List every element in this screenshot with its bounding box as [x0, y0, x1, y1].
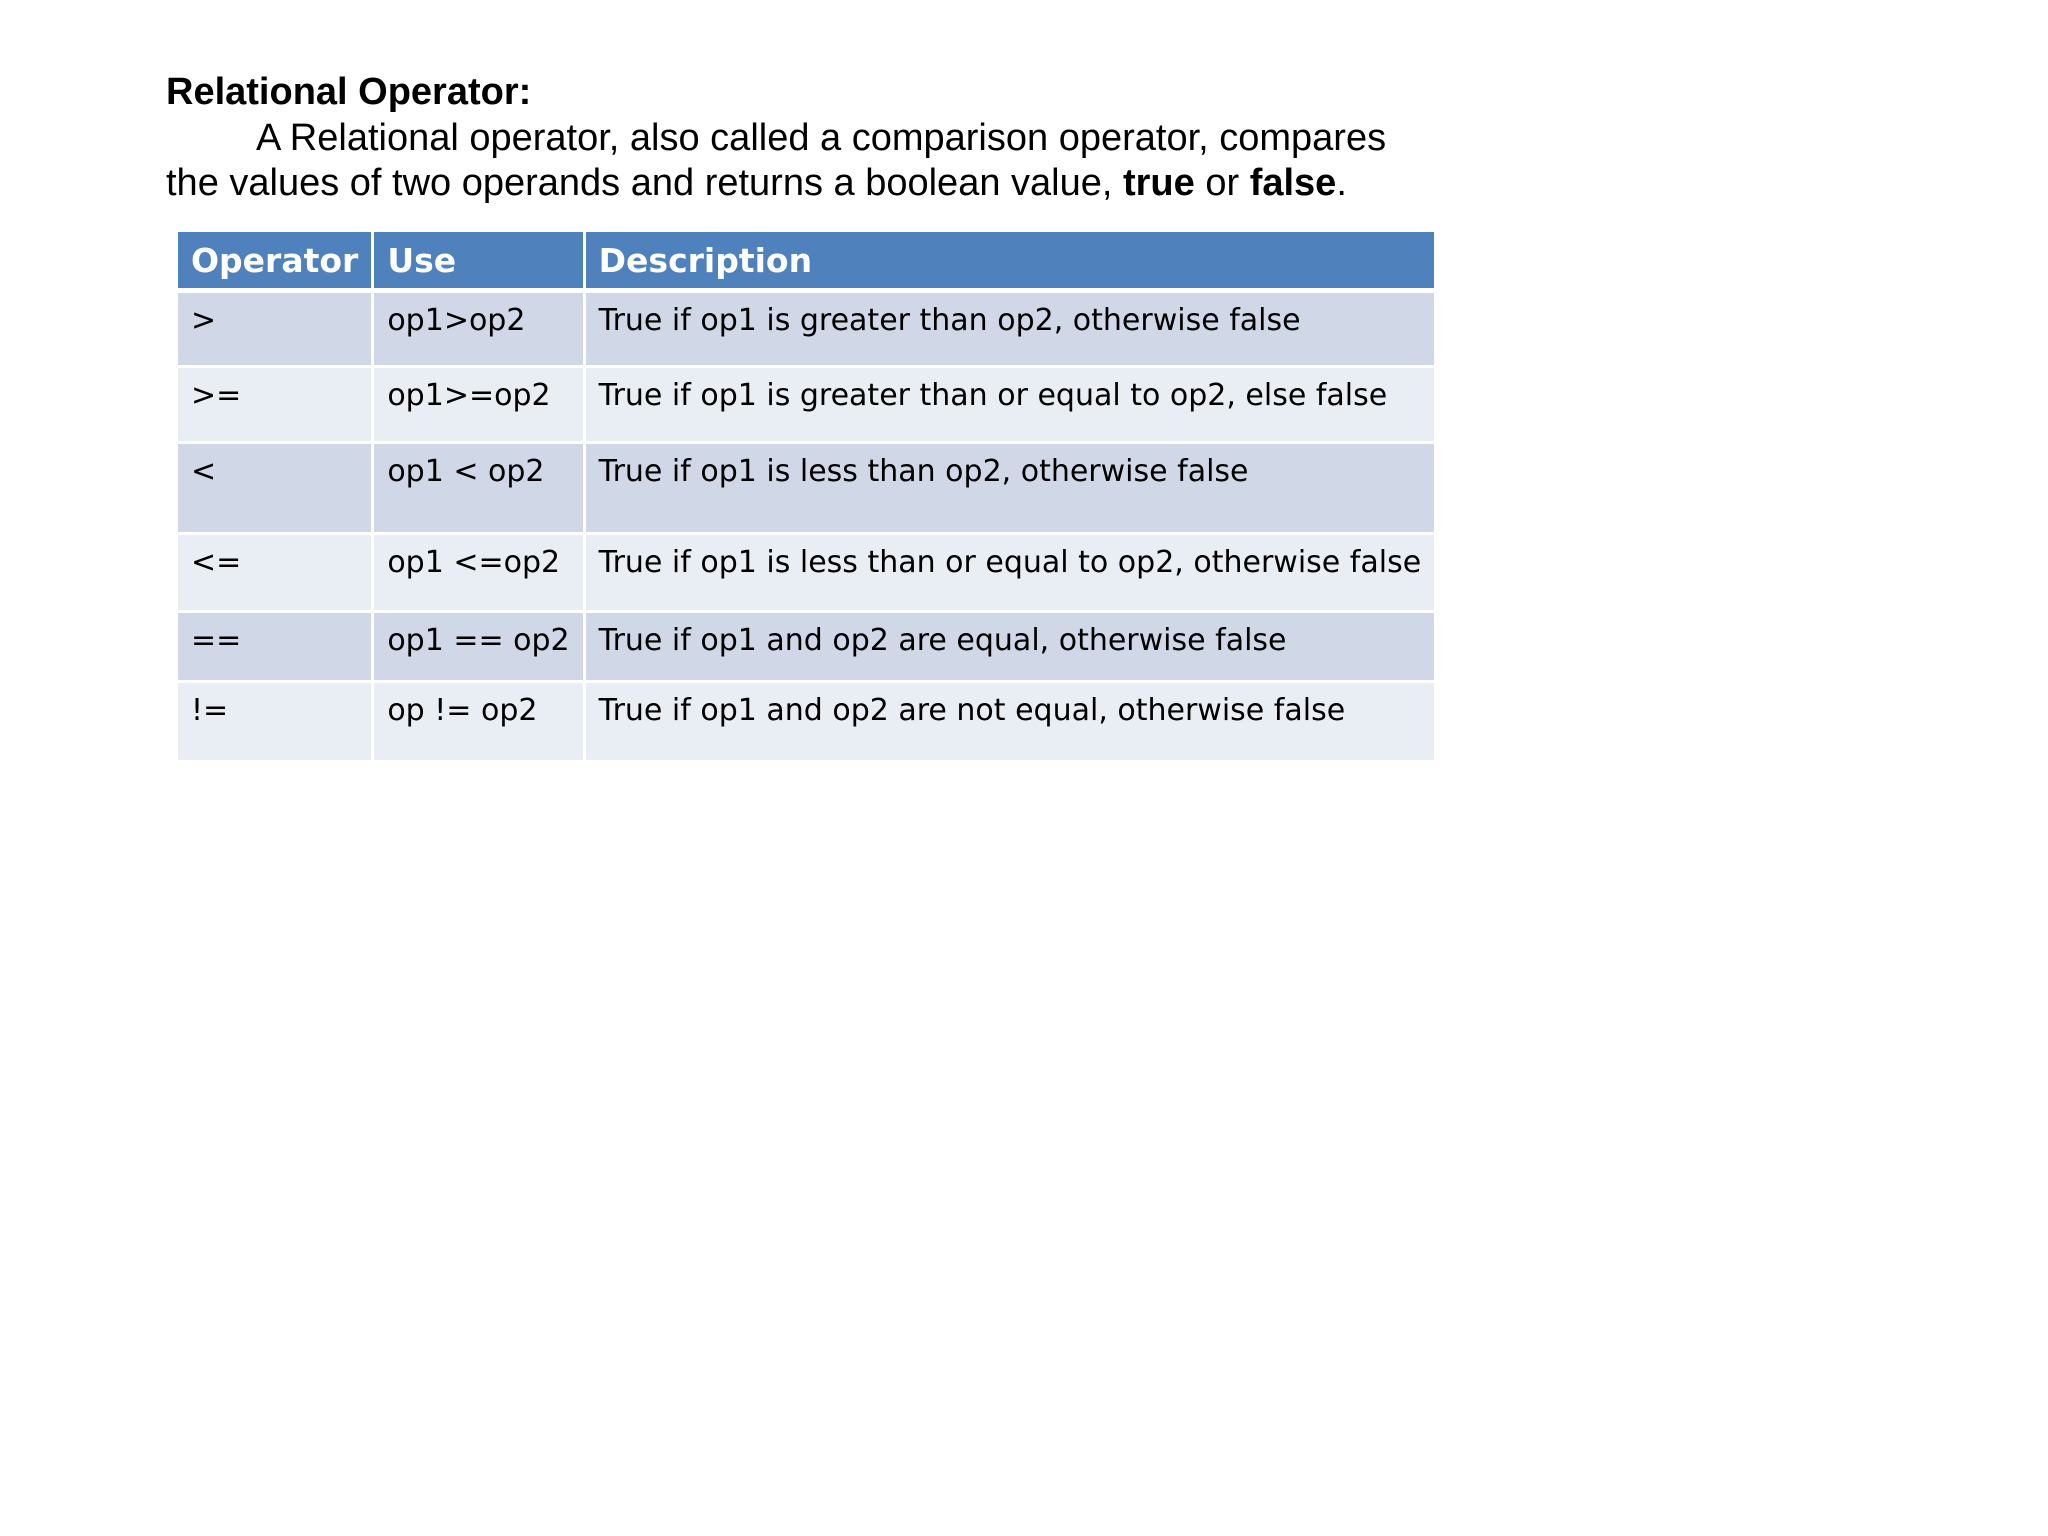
cell-operator: >=: [178, 368, 374, 444]
cell-use: op1>=op2: [374, 368, 585, 444]
cell-operator: ==: [178, 613, 374, 683]
header-description: Description: [586, 232, 1435, 293]
intro-bold-true: true: [1122, 162, 1195, 204]
cell-use: op1 == op2: [374, 613, 585, 683]
table-row: [178, 613, 1434, 683]
cell-use: op != op2: [374, 683, 585, 763]
cell-description: True if op1 is greater than op2, otherwise false: [586, 293, 1435, 368]
header-operator: Operator: [178, 232, 374, 293]
section-heading: Relational Operator:: [166, 71, 532, 113]
table-row: [178, 368, 1434, 444]
cell-description: True if op1 and op2 are equal, otherwise false: [586, 613, 1435, 683]
cell-use: op1 <=op2: [374, 535, 585, 613]
table-header-row: [178, 232, 1434, 293]
cell-use: op1 < op2: [374, 444, 585, 535]
cell-operator: >: [178, 293, 374, 368]
table-row: [178, 683, 1434, 763]
cell-operator: <=: [178, 535, 374, 613]
header-use: Use: [374, 232, 585, 293]
cell-description: True if op1 is greater than or equal to op2, else false: [586, 368, 1435, 444]
intro-text-3: .: [1336, 162, 1347, 204]
table-row: [178, 535, 1434, 613]
intro-paragraph: [166, 116, 1436, 206]
intro-text-1: A Relational operator, also called a comparison operator, compares the values of two operands and returns a boolean value,: [166, 117, 1387, 204]
cell-description: True if op1 is less than or equal to op2, otherwise false: [586, 535, 1435, 613]
intro-text-2: or: [1194, 162, 1250, 204]
cell-operator: <: [178, 444, 374, 535]
table-row: [178, 293, 1434, 368]
relational-operator-section: [166, 68, 1456, 206]
operator-table: [178, 232, 1434, 763]
cell-description: True if op1 is less than op2, otherwise false: [586, 444, 1435, 535]
intro-bold-false: false: [1249, 162, 1337, 204]
cell-description: True if op1 and op2 are not equal, otherwise false: [586, 683, 1435, 763]
table-row: [178, 444, 1434, 535]
cell-operator: !=: [178, 683, 374, 763]
cell-use: op1>op2: [374, 293, 585, 368]
